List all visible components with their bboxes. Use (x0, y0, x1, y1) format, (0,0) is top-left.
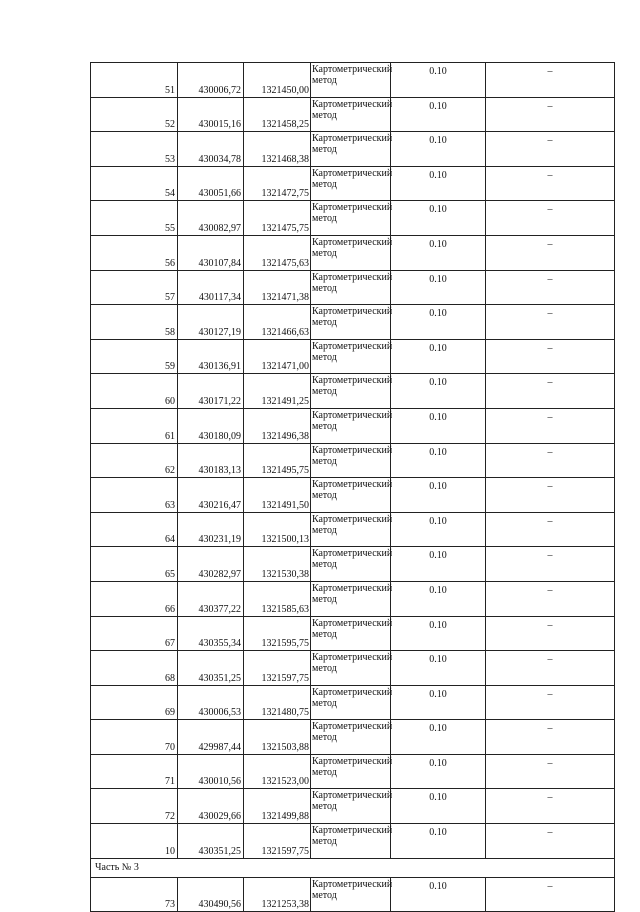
y-coordinate-cell: 1321472,75 (244, 166, 311, 201)
accuracy-cell: 0.10 (391, 824, 486, 859)
accuracy-cell: 0.10 (391, 97, 486, 132)
table-row (91, 754, 615, 789)
accuracy-cell: 0.10 (391, 339, 486, 374)
point-number-cell: 59 (91, 339, 178, 374)
tolerance-cell: – (486, 547, 615, 582)
table-row (91, 877, 615, 912)
y-coordinate-cell: 1321450,00 (244, 63, 311, 98)
x-coordinate-cell: 430282,97 (178, 547, 244, 582)
method-cell: Картометрический метод (311, 651, 391, 686)
accuracy-cell: 0.10 (391, 166, 486, 201)
accuracy-cell: 0.10 (391, 374, 486, 409)
table-row (91, 305, 615, 340)
tolerance-cell: – (486, 651, 615, 686)
table-row (91, 478, 615, 513)
accuracy-cell: 0.10 (391, 720, 486, 755)
table-row (91, 166, 615, 201)
accuracy-cell: 0.10 (391, 616, 486, 651)
x-coordinate-cell: 430034,78 (178, 132, 244, 167)
y-coordinate-cell: 1321585,63 (244, 581, 311, 616)
x-coordinate-cell: 430029,66 (178, 789, 244, 824)
method-cell: Картометрический метод (311, 789, 391, 824)
tolerance-cell: – (486, 97, 615, 132)
table-row (91, 789, 615, 824)
x-coordinate-cell: 430231,19 (178, 512, 244, 547)
part-label: Часть № 3 (91, 858, 615, 877)
point-number-cell: 65 (91, 547, 178, 582)
accuracy-cell: 0.10 (391, 132, 486, 167)
method-cell: Картометрический метод (311, 132, 391, 167)
x-coordinate-cell: 430355,34 (178, 616, 244, 651)
y-coordinate-cell: 1321475,75 (244, 201, 311, 236)
point-number-cell: 55 (91, 201, 178, 236)
accuracy-cell: 0.10 (391, 789, 486, 824)
x-coordinate-cell: 429987,44 (178, 720, 244, 755)
point-number-cell: 62 (91, 443, 178, 478)
method-cell: Картометрический метод (311, 877, 391, 912)
point-number-cell: 54 (91, 166, 178, 201)
method-cell: Картометрический метод (311, 547, 391, 582)
tolerance-cell: – (486, 374, 615, 409)
table-row (91, 581, 615, 616)
y-coordinate-cell: 1321471,00 (244, 339, 311, 374)
table-row (91, 201, 615, 236)
table-body-part3 (91, 877, 615, 912)
x-coordinate-cell: 430180,09 (178, 408, 244, 443)
accuracy-cell: 0.10 (391, 63, 486, 98)
point-number-cell: 71 (91, 754, 178, 789)
table-row (91, 235, 615, 270)
accuracy-cell: 0.10 (391, 443, 486, 478)
y-coordinate-cell: 1321475,63 (244, 235, 311, 270)
table-row (91, 408, 615, 443)
method-cell: Картометрический метод (311, 824, 391, 859)
table-row (91, 443, 615, 478)
x-coordinate-cell: 430127,19 (178, 305, 244, 340)
x-coordinate-cell: 430006,72 (178, 63, 244, 98)
point-number-cell: 61 (91, 408, 178, 443)
point-number-cell: 64 (91, 512, 178, 547)
tolerance-cell: – (486, 235, 615, 270)
y-coordinate-cell: 1321253,38 (244, 877, 311, 912)
x-coordinate-cell: 430006,53 (178, 685, 244, 720)
method-cell: Картометрический метод (311, 235, 391, 270)
point-number-cell: 67 (91, 616, 178, 651)
x-coordinate-cell: 430351,25 (178, 651, 244, 686)
x-coordinate-cell: 430377,22 (178, 581, 244, 616)
x-coordinate-cell: 430107,84 (178, 235, 244, 270)
tolerance-cell: – (486, 720, 615, 755)
table-row (91, 651, 615, 686)
table-row (91, 339, 615, 374)
y-coordinate-cell: 1321466,63 (244, 305, 311, 340)
tolerance-cell: – (486, 478, 615, 513)
x-coordinate-cell: 430171,22 (178, 374, 244, 409)
accuracy-cell: 0.10 (391, 478, 486, 513)
tolerance-cell: – (486, 63, 615, 98)
y-coordinate-cell: 1321471,38 (244, 270, 311, 305)
coordinates-table (90, 62, 615, 912)
method-cell: Картометрический метод (311, 478, 391, 513)
tolerance-cell: – (486, 789, 615, 824)
accuracy-cell: 0.10 (391, 408, 486, 443)
x-coordinate-cell: 430015,16 (178, 97, 244, 132)
accuracy-cell: 0.10 (391, 877, 486, 912)
method-cell: Картометрический метод (311, 408, 391, 443)
y-coordinate-cell: 1321468,38 (244, 132, 311, 167)
method-cell: Картометрический метод (311, 339, 391, 374)
x-coordinate-cell: 430082,97 (178, 201, 244, 236)
table-row (91, 63, 615, 98)
x-coordinate-cell: 430010,56 (178, 754, 244, 789)
table-body-part-label (91, 858, 615, 877)
point-number-cell: 66 (91, 581, 178, 616)
x-coordinate-cell: 430136,91 (178, 339, 244, 374)
x-coordinate-cell: 430183,13 (178, 443, 244, 478)
point-number-cell: 68 (91, 651, 178, 686)
point-number-cell: 51 (91, 63, 178, 98)
y-coordinate-cell: 1321458,25 (244, 97, 311, 132)
table-row (91, 512, 615, 547)
x-coordinate-cell: 430051,66 (178, 166, 244, 201)
x-coordinate-cell: 430117,34 (178, 270, 244, 305)
x-coordinate-cell: 430490,56 (178, 877, 244, 912)
accuracy-cell: 0.10 (391, 235, 486, 270)
tolerance-cell: – (486, 512, 615, 547)
y-coordinate-cell: 1321496,38 (244, 408, 311, 443)
point-number-cell: 73 (91, 877, 178, 912)
tolerance-cell: – (486, 166, 615, 201)
x-coordinate-cell: 430351,25 (178, 824, 244, 859)
point-number-cell: 56 (91, 235, 178, 270)
tolerance-cell: – (486, 408, 615, 443)
method-cell: Картометрический метод (311, 443, 391, 478)
tolerance-cell: – (486, 201, 615, 236)
accuracy-cell: 0.10 (391, 547, 486, 582)
method-cell: Картометрический метод (311, 374, 391, 409)
accuracy-cell: 0.10 (391, 581, 486, 616)
point-number-cell: 69 (91, 685, 178, 720)
point-number-cell: 72 (91, 789, 178, 824)
table-row (91, 97, 615, 132)
point-number-cell: 63 (91, 478, 178, 513)
y-coordinate-cell: 1321491,25 (244, 374, 311, 409)
table-row (91, 132, 615, 167)
accuracy-cell: 0.10 (391, 685, 486, 720)
method-cell: Картометрический метод (311, 201, 391, 236)
point-number-cell: 52 (91, 97, 178, 132)
tolerance-cell: – (486, 339, 615, 374)
table-row (91, 720, 615, 755)
accuracy-cell: 0.10 (391, 512, 486, 547)
point-number-cell: 58 (91, 305, 178, 340)
tolerance-cell: – (486, 270, 615, 305)
point-number-cell: 10 (91, 824, 178, 859)
table-row (91, 616, 615, 651)
y-coordinate-cell: 1321523,00 (244, 754, 311, 789)
table-row (91, 685, 615, 720)
method-cell: Картометрический метод (311, 166, 391, 201)
y-coordinate-cell: 1321500,13 (244, 512, 311, 547)
point-number-cell: 57 (91, 270, 178, 305)
method-cell: Картометрический метод (311, 616, 391, 651)
tolerance-cell: – (486, 132, 615, 167)
table-row (91, 824, 615, 859)
method-cell: Картометрический метод (311, 270, 391, 305)
y-coordinate-cell: 1321480,75 (244, 685, 311, 720)
tolerance-cell: – (486, 754, 615, 789)
accuracy-cell: 0.10 (391, 201, 486, 236)
accuracy-cell: 0.10 (391, 270, 486, 305)
method-cell: Картометрический метод (311, 754, 391, 789)
tolerance-cell: – (486, 616, 615, 651)
table-row (91, 547, 615, 582)
point-number-cell: 70 (91, 720, 178, 755)
y-coordinate-cell: 1321530,38 (244, 547, 311, 582)
part-row (91, 858, 615, 877)
x-coordinate-cell: 430216,47 (178, 478, 244, 513)
y-coordinate-cell: 1321597,75 (244, 824, 311, 859)
method-cell: Картометрический метод (311, 63, 391, 98)
accuracy-cell: 0.10 (391, 754, 486, 789)
point-number-cell: 53 (91, 132, 178, 167)
tolerance-cell: – (486, 685, 615, 720)
y-coordinate-cell: 1321503,88 (244, 720, 311, 755)
table-body-part (91, 63, 615, 859)
method-cell: Картометрический метод (311, 685, 391, 720)
method-cell: Картометрический метод (311, 97, 391, 132)
table-row (91, 374, 615, 409)
method-cell: Картометрический метод (311, 512, 391, 547)
y-coordinate-cell: 1321597,75 (244, 651, 311, 686)
method-cell: Картометрический метод (311, 720, 391, 755)
table-row (91, 270, 615, 305)
accuracy-cell: 0.10 (391, 651, 486, 686)
tolerance-cell: – (486, 581, 615, 616)
accuracy-cell: 0.10 (391, 305, 486, 340)
y-coordinate-cell: 1321491,50 (244, 478, 311, 513)
tolerance-cell: – (486, 305, 615, 340)
y-coordinate-cell: 1321495,75 (244, 443, 311, 478)
tolerance-cell: – (486, 824, 615, 859)
y-coordinate-cell: 1321499,88 (244, 789, 311, 824)
y-coordinate-cell: 1321595,75 (244, 616, 311, 651)
method-cell: Картометрический метод (311, 581, 391, 616)
tolerance-cell: – (486, 443, 615, 478)
method-cell: Картометрический метод (311, 305, 391, 340)
tolerance-cell: – (486, 877, 615, 912)
point-number-cell: 60 (91, 374, 178, 409)
